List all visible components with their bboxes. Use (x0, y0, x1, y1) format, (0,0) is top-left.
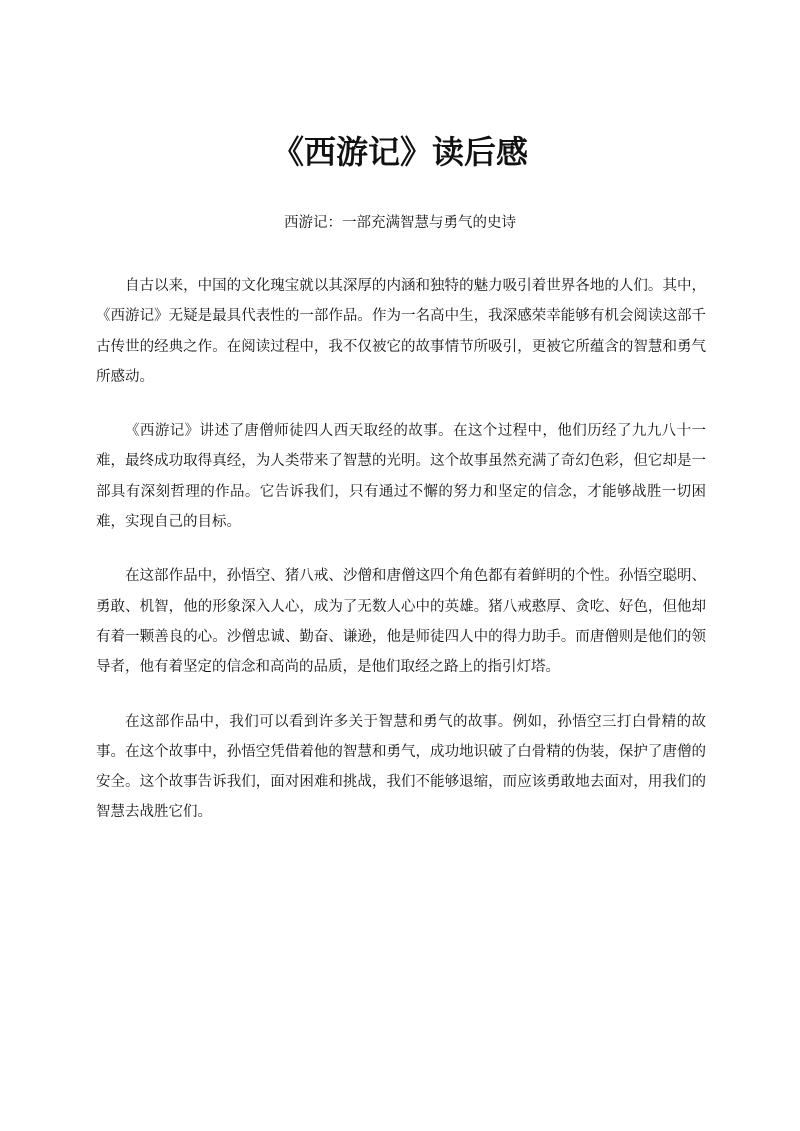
page-subtitle: 西游记：一部充满智慧与勇气的史诗 (284, 215, 516, 231)
paragraph-1: 自古以来，中国的文化瑰宝就以其深厚的内涵和独特的魅力吸引着世界各地的人们。其中，《西游记》无疑是最具代表性的一部作品。作为一名高中生，我深感荣幸能够有机会阅读这部千古传世的经典之作。在阅读过程中，我不仅被它的故事情节所吸引，更被它所蕴含的智慧和勇气所感动。 (96, 278, 706, 385)
article-body (96, 271, 706, 852)
paragraph-4: 在这部作品中，我们可以看到许多关于智慧和勇气的故事。例如，孙悟空三打白骨精的故事。在这个故事中，孙悟空凭借着他的智慧和勇气，成功地识破了白骨精的伪装，保护了唐僧的安全。这个故事告诉我们，面对困难和挑战，我们不能够退缩，而应该勇敢地去面对，用我们的智慧去战胜它们。 (96, 713, 706, 821)
paragraph-2: 《西游记》讲述了唐僧师徒四人西天取经的故事。在这个过程中，他们历经了九九八十一难，最终成功取得真经，为人类带来了智慧的光明。这个故事虽然充满了奇幻色彩，但它却是一部具有深刻哲理的作品。它告诉我们，只有通过不懈的努力和坚定的信念，才能够战胜一切困难，实现自己的目标。 (96, 423, 706, 531)
paragraph-3: 在这部作品中，孙悟空、猪八戒、沙僧和唐僧这四个角色都有着鲜明的个性。孙悟空聪明、勇敢、机智，他的形象深入人心，成为了无数人心中的英雄。猪八戒憨厚、贪吃、好色，但他却有着一颗善良的心。沙僧忠诚、勤奋、谦逊，他是师徒四人中的得力助手。而唐僧则是他们的领导者，他有着坚定的信念和高尚的品质，是他们取经之路上的指引灯塔。 (96, 568, 706, 676)
page-title: 《西游记》读后感 (271, 133, 528, 171)
